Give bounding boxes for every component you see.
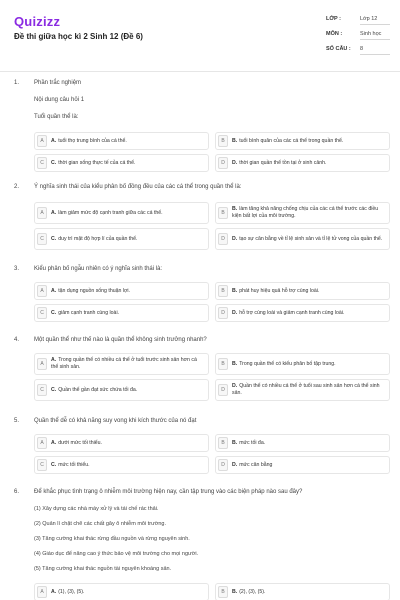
- option-text: Trong quần thể có nhiều cá thể ở tuổi trước sinh sản hơn cá thể sinh sản.: [51, 357, 197, 370]
- subject-field: [326, 31, 381, 37]
- option-d[interactable]: [215, 379, 390, 401]
- option-b[interactable]: [215, 202, 390, 224]
- option-key: C.: [51, 159, 57, 166]
- option-letter: B: [218, 437, 228, 449]
- option-key: C.: [51, 386, 57, 393]
- option-b[interactable]: [215, 583, 390, 600]
- question-text: Tuổi quần thể là:: [34, 114, 79, 120]
- grade-field: [326, 16, 377, 22]
- option-text: hỗ trợ cùng loài và giảm cạnh tranh cùng loài.: [239, 309, 345, 316]
- option-text: mức cân bằng: [239, 461, 273, 468]
- option-letter: C: [37, 307, 47, 319]
- option-text: Quần thể gần đạt sức chứa tối đa.: [58, 386, 138, 393]
- option-c[interactable]: [34, 154, 209, 172]
- option-text: làm tăng khả năng chống chịu của các cá thể trước các điều kiện bất lợi của môi trường.: [232, 206, 379, 219]
- option-letter: C: [37, 233, 47, 245]
- option-letter: A: [37, 285, 47, 297]
- question-count-label: SỐ CÂU :: [326, 46, 351, 52]
- option-a[interactable]: [34, 282, 209, 300]
- worksheet-title: Đề thi giữa học kì 2 Sinh 12 (Đề 6): [14, 32, 143, 41]
- subject-value: Sinh học: [360, 31, 382, 37]
- option-c[interactable]: [34, 304, 209, 322]
- question-text: Kiểu phân bố ngẫu nhiên có ý nghĩa sinh thái là:: [34, 266, 163, 272]
- option-text: dưới mức tối thiểu.: [58, 439, 102, 446]
- option-letter: B: [218, 135, 228, 147]
- option-text: (2), (3), (5).: [239, 588, 266, 595]
- option-key: D.: [232, 159, 238, 166]
- option-letter: D: [218, 459, 228, 471]
- option-text: mức tối đa.: [239, 439, 266, 446]
- option-key: B.: [232, 287, 238, 294]
- question-number: 5.: [14, 418, 20, 424]
- option-text: duy trì mật độ hợp lí của quần thể.: [58, 235, 138, 242]
- statement-5: (5) Tăng cường khai thác nguồn tài nguyên khoáng sản.: [34, 566, 172, 572]
- option-b[interactable]: [215, 132, 390, 150]
- option-key: A.: [51, 137, 57, 144]
- option-letter: A: [37, 437, 47, 449]
- option-letter: A: [37, 207, 47, 219]
- option-key: D.: [232, 383, 238, 389]
- option-letter: A: [37, 358, 47, 370]
- option-text: tận dụng nguồn sống thuận lợi.: [58, 287, 130, 294]
- question-number: 1.: [14, 80, 20, 86]
- option-key: B.: [232, 137, 238, 144]
- option-a[interactable]: [34, 583, 209, 600]
- option-key: C.: [51, 461, 57, 468]
- option-key: B.: [232, 360, 238, 367]
- grade-value: Lớp 12: [360, 16, 378, 22]
- statement-3: (3) Tăng cường khai thác rừng đầu nguồn và rừng nguyên sinh.: [34, 536, 190, 542]
- option-text: phát huy hiệu quả hỗ trợ cùng loài.: [239, 287, 320, 294]
- question-number: 6.: [14, 489, 20, 495]
- option-text: Trong quần thể có kiểu phân bố tập trung.: [239, 360, 336, 367]
- option-letter: B: [218, 207, 228, 219]
- option-c[interactable]: [34, 379, 209, 401]
- question-text: Ý nghĩa sinh thái của kiểu phân bố đồng đều của các cá thể trong quần thể là:: [34, 184, 242, 190]
- option-key: D.: [232, 235, 238, 242]
- statement-4: (4) Giáo dục để nâng cao ý thức bảo vệ môi trường cho mọi người.: [34, 551, 199, 557]
- option-text: Quần thể có nhiều cá thể ở tuổi sau sinh sản hơn cá thể sinh sản.: [232, 383, 380, 396]
- option-key: A.: [51, 357, 57, 363]
- option-a[interactable]: [34, 353, 209, 375]
- option-letter: C: [37, 459, 47, 471]
- option-c[interactable]: [34, 228, 209, 250]
- option-key: C.: [51, 309, 57, 316]
- option-key: B.: [232, 206, 238, 212]
- option-b[interactable]: [215, 353, 390, 375]
- option-text: tạo sự cân bằng về tỉ lệ sinh sản và tỉ lệ tử vong của quần thể.: [239, 235, 383, 242]
- question-text: Một quần thể như thế nào là quần thể không sinh trưởng nhanh?: [34, 337, 207, 343]
- option-text: (1), (3), (5).: [58, 588, 85, 595]
- section-heading: Phần trắc nghiệm: [34, 80, 82, 86]
- option-d[interactable]: [215, 154, 390, 172]
- option-key: A.: [51, 439, 57, 446]
- option-letter: B: [218, 358, 228, 370]
- option-text: tuổi thọ trung bình của cá thể.: [58, 137, 127, 144]
- option-letter: D: [218, 233, 228, 245]
- option-a[interactable]: [34, 202, 209, 224]
- option-d[interactable]: [215, 228, 390, 250]
- question-text: Quần thể dễ có khả năng suy vong khi kích thước của nó đạt: [34, 418, 197, 424]
- quizizz-logo: Quizizz: [14, 14, 61, 29]
- option-letter: B: [218, 586, 228, 598]
- subject-underline: [360, 39, 390, 40]
- option-b[interactable]: [215, 434, 390, 452]
- question-count-field: [326, 46, 363, 52]
- option-d[interactable]: [215, 304, 390, 322]
- option-key: C.: [51, 235, 57, 242]
- option-letter: A: [37, 135, 47, 147]
- option-letter: D: [218, 384, 228, 396]
- grade-underline: [360, 24, 390, 25]
- question-count-underline: [360, 54, 390, 55]
- subject-label: MÔN :: [326, 31, 343, 37]
- question-count-value: 8: [360, 46, 364, 52]
- option-text: mức tối thiểu.: [58, 461, 90, 468]
- grade-label: LỚP :: [326, 16, 341, 22]
- option-c[interactable]: [34, 456, 209, 474]
- option-text: thời gian sống thực tế của cá thể.: [58, 159, 136, 166]
- option-letter: C: [37, 384, 47, 396]
- option-key: B.: [232, 588, 238, 595]
- option-letter: B: [218, 285, 228, 297]
- option-a[interactable]: [34, 434, 209, 452]
- statement-1: (1) Xây dựng các nhà máy xử lý và tái chế rác thải.: [34, 506, 159, 512]
- question-text: Để khắc phục tình trạng ô nhiễm môi trường hiện nay, cần tập trung vào các biện pháp nào sau đây?: [34, 489, 303, 495]
- question-number: 3.: [14, 266, 20, 272]
- worksheet-header: [0, 0, 400, 72]
- option-key: A.: [51, 287, 57, 294]
- option-letter: C: [37, 157, 47, 169]
- option-key: D.: [232, 461, 238, 468]
- question-content-label: Nội dung câu hỏi 1: [34, 97, 85, 103]
- option-text: làm giảm mức độ cạnh tranh giữa các cá thể.: [58, 209, 163, 216]
- option-text: thời gian quần thể tồn tại ở sinh cảnh.: [239, 159, 327, 166]
- option-key: A.: [51, 209, 57, 216]
- question-number: 4.: [14, 337, 20, 343]
- option-text: tuổi bình quân của các cá thể trong quần thể.: [239, 137, 344, 144]
- option-key: A.: [51, 588, 57, 595]
- option-letter: D: [218, 307, 228, 319]
- option-key: D.: [232, 309, 238, 316]
- option-letter: A: [37, 586, 47, 598]
- option-letter: D: [218, 157, 228, 169]
- statement-2: (2) Quản lí chặt chẽ các chất gây ô nhiễm môi trường.: [34, 521, 167, 527]
- option-key: B.: [232, 439, 238, 446]
- option-a[interactable]: [34, 132, 209, 150]
- option-d[interactable]: [215, 456, 390, 474]
- question-number: 2.: [14, 184, 20, 190]
- option-b[interactable]: [215, 282, 390, 300]
- option-text: giảm cạnh tranh cùng loài.: [58, 309, 120, 316]
